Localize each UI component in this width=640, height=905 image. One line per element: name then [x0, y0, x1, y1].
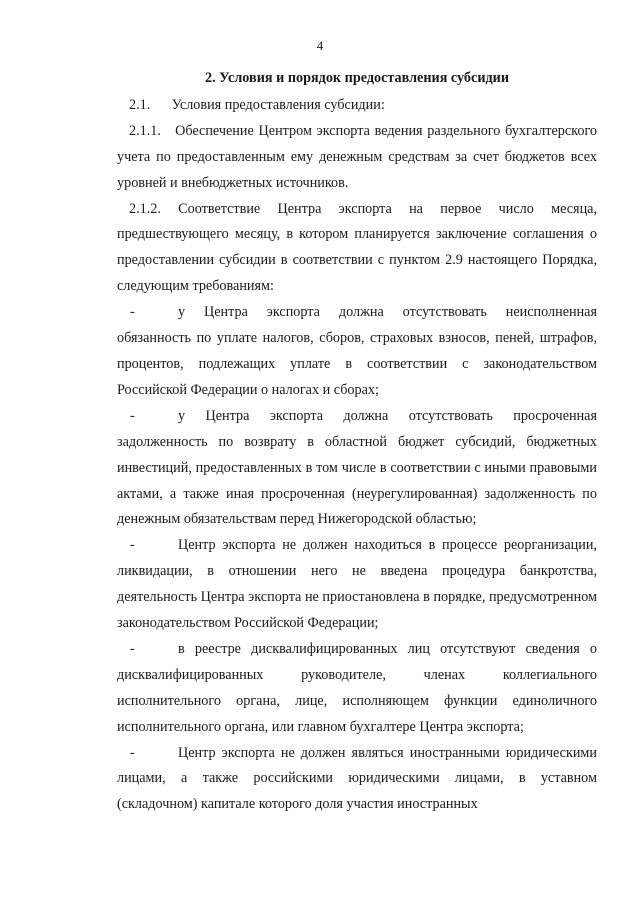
bullet-text-5: Центр экспорта не должен являться иностранными юридическими лицами, а также российскими юридическими лицами, в уставном (складочном) капитале которого доля участия иностранных: [117, 744, 597, 813]
bullet-item-1: [117, 300, 597, 404]
bullet-dash: -: [130, 744, 135, 761]
bullet-text-1: у Центра экспорта должна отсутствовать неисполненная обязанность по уплате налогов, сборов, страховых взносов, пеней, штрафов, процентов, подлежащих уплате в соответствии с законодательством Российской Федерации о налогах и сборах;: [117, 304, 597, 398]
paragraph-2-1: 2.1. Условия предоставления субсидии:: [129, 96, 385, 113]
bullet-text-3: Центр экспорта не должен находиться в процессе реорганизации, ликвидации, в отношении него не введена процедура банкротства, деятельность Центра экспорта не приостановлена в порядке, предусмотренном законодательством Российской Федерации;: [117, 537, 597, 632]
page-number: 4: [316, 38, 324, 53]
bullet-item-4: [117, 637, 597, 741]
bullet-text-2: у Центра экспорта должна отсутствовать просроченная задолженность по возврату в областной бюджет субсидий, бюджетных инвестиций, предоставленных в том числе в соответствии с иными правовыми актами, а также иная просроченная (неурегулированная) задолженность по денежным обязательствам перед Нижегородской областью;: [117, 407, 597, 528]
bullet-dash: -: [130, 304, 135, 321]
bullet-text-4: в реестре дисквалифицированных лиц отсутствуют сведения о дисквалифицированных руководителе, членах коллегиального исполнительного органа, лице, исполняющем функции единоличного исполнительного органа, или главном бухгалтере Центра экспорта;: [117, 640, 597, 735]
bullet-item-5: [117, 741, 597, 819]
section-heading: 2. Условия и порядок предоставления субсидии: [204, 70, 510, 86]
bullet-dash: -: [130, 407, 135, 424]
paragraph-2-1-2: 2.1.2. Соответствие Центра экспорта на первое число месяца, предшествующего месяцу, в котором планируется заключение соглашения о предоставлении субсидии в соответствии с пунктом 2.9 настоящего Порядка, следующим требованиям:: [117, 200, 597, 295]
bullet-dash: -: [130, 537, 135, 554]
bullet-item-3: [117, 533, 597, 637]
bullet-dash: -: [130, 640, 135, 657]
document-body: [117, 66, 597, 818]
paragraph-2-1-1: 2.1.1. Обеспечение Центром экспорта ведения раздельного бухгалтерского учета по предоставленным ему денежным средствам за счет бюджетов всех уровней и внебюджетных источников.: [117, 122, 597, 191]
bullet-item-2: [117, 404, 597, 534]
